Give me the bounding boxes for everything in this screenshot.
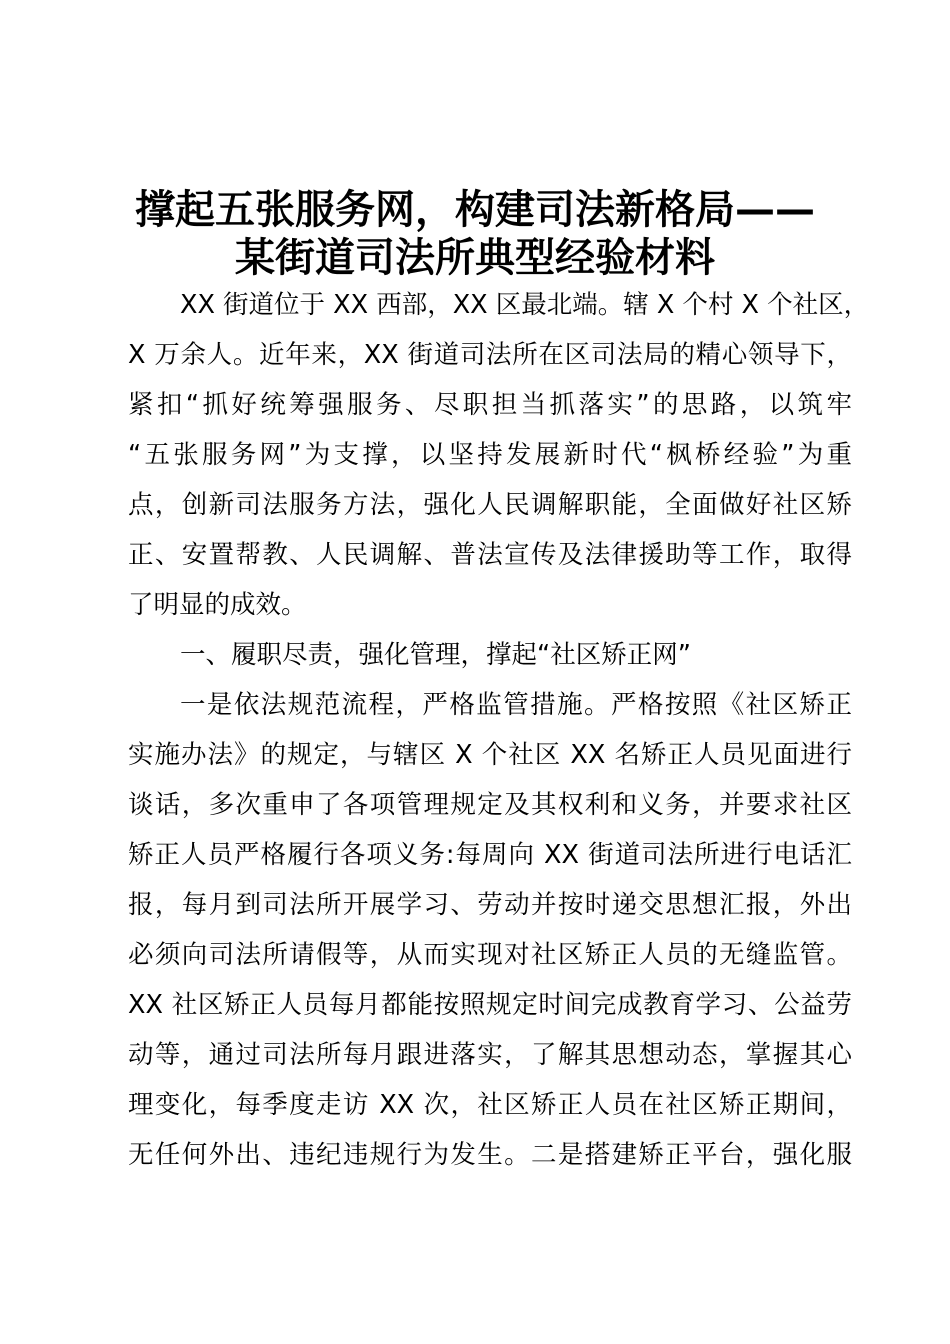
document-title-line-2: 某街道司法所典型经验材料 [235, 235, 715, 281]
text-line: 了明显的成效。 [128, 590, 307, 620]
text-line: X 万余人。近年来，XX 街道司法所在区司法局的精心领导下， [128, 340, 852, 370]
text-line: 矫正人员严格履行各项义务:每周向 XX 街道司法所进行电话汇 [128, 840, 852, 870]
section-heading [128, 630, 852, 680]
text-line: XX 街道位于 XX 西部，XX 区最北端。辖 X 个村 X 个社区， [180, 290, 870, 320]
text-line: 动等，通过司法所每月跟进落实，了解其思想动态，掌握其心 [128, 1040, 852, 1070]
text-line: XX 社区矫正人员每月都能按照规定时间完成教育学习、公益劳 [128, 990, 852, 1020]
paragraph-intro [128, 280, 870, 630]
text-line: 正、安置帮教、人民调解、普法宣传及法律援助等工作，取得 [128, 540, 852, 570]
text-line: 必须向司法所请假等，从而实现对社区矫正人员的无缝监管。 [128, 940, 852, 970]
text-line: 理变化，每季度走访 XX 次，社区矫正人员在社区矫正期间， [128, 1090, 852, 1120]
document-title-line-1: 撑起五张服务网，构建司法新格局—— [135, 187, 815, 233]
text-line: 一是依法规范流程，严格监管措施。严格按照《社区矫正 [180, 690, 852, 720]
document-body [128, 280, 870, 1180]
text-line: 实施办法》的规定，与辖区 X 个社区 XX 名矫正人员见面进行 [128, 740, 852, 770]
text-line: 报，每月到司法所开展学习、劳动并按时递交思想汇报，外出 [128, 890, 852, 920]
text-line: 紧扣“抓好统筹强服务、尽职担当抓落实”的思路，以筑牢 [128, 390, 852, 420]
paragraph-section-1 [128, 680, 852, 1180]
text-line: “五张服务网”为支撑，以坚持发展新时代“枫桥经验”为重 [128, 440, 852, 470]
text-line: 点，创新司法服务方法，强化人民调解职能，全面做好社区矫 [128, 490, 852, 520]
text-line: 谈话，多次重申了各项管理规定及其权利和义务，并要求社区 [128, 790, 852, 820]
text-line: 无任何外出、违纪违规行为发生。二是搭建矫正平台，强化服 [128, 1140, 852, 1170]
section-heading-text: 一、履职尽责，强化管理，撑起“社区矫正网” [180, 640, 691, 670]
